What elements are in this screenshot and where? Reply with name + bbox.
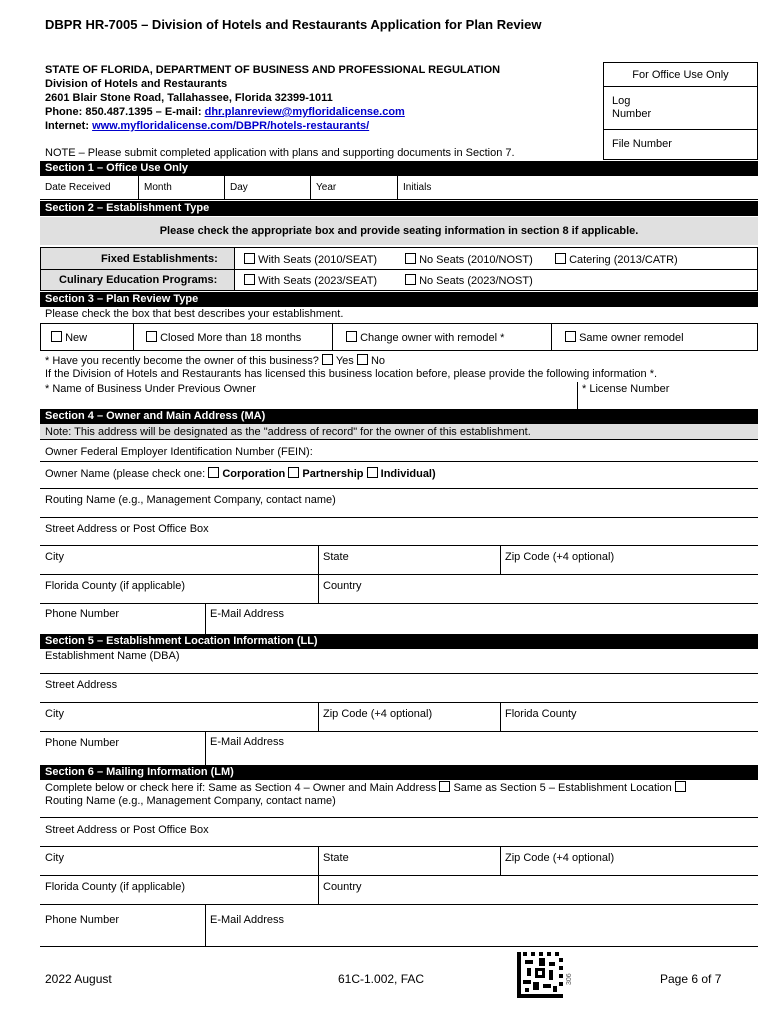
section3-instruction: Please check the box that best describes your establishment. bbox=[45, 308, 344, 320]
owner-county-field[interactable]: Florida County (if applicable) bbox=[45, 580, 186, 592]
section1-header: Section 1 – Office Use Only bbox=[40, 161, 758, 176]
review-change-owner-checkbox[interactable] bbox=[346, 331, 357, 342]
section2-header: Section 2 – Establishment Type bbox=[40, 201, 758, 216]
owner-routing-name-field[interactable]: Routing Name (e.g., Management Company, contact name) bbox=[45, 494, 336, 506]
establishment-type-table bbox=[40, 247, 758, 291]
year-field[interactable]: Year bbox=[316, 182, 337, 193]
owner-state-field[interactable]: State bbox=[323, 551, 349, 563]
establishment-name-field[interactable]: Establishment Name (DBA) bbox=[45, 650, 180, 662]
fixed-no-seats-checkbox[interactable] bbox=[405, 253, 416, 264]
review-change-owner-option[interactable]: Change owner with remodel * bbox=[346, 331, 504, 344]
initials-field[interactable]: Initials bbox=[403, 182, 432, 193]
agency-contact: Phone: 850.487.1395 – E-mail: dhr.planreview@myfloridalicense.com bbox=[45, 106, 405, 118]
review-new-option[interactable]: New bbox=[51, 331, 87, 344]
owner-phone-field[interactable]: Phone Number bbox=[45, 608, 119, 620]
review-closed-checkbox[interactable] bbox=[146, 331, 157, 342]
footer-date: 2022 August bbox=[45, 972, 112, 986]
location-county-field[interactable]: Florida County bbox=[505, 708, 577, 720]
agency-internet: Internet: www.myfloridalicense.com/DBPR/hotels-restaurants/ bbox=[45, 120, 370, 132]
mailing-street-field[interactable]: Street Address or Post Office Box bbox=[45, 824, 209, 836]
culinary-no-seats-option[interactable]: No Seats (2023/NOST) bbox=[405, 274, 533, 287]
individual-checkbox[interactable] bbox=[367, 467, 378, 478]
fixed-no-seats-option[interactable]: No Seats (2010/NOST) bbox=[405, 253, 533, 266]
mailing-phone-field[interactable]: Phone Number bbox=[45, 914, 119, 926]
footer-rule: 61C-1.002, FAC bbox=[338, 972, 425, 986]
agency-address: 2601 Blair Stone Road, Tallahassee, Florida 32399-1011 bbox=[45, 92, 333, 104]
section4-header: Section 4 – Owner and Main Address (MA) bbox=[40, 409, 758, 424]
datamatrix-code bbox=[517, 952, 563, 998]
owner-zip-field[interactable]: Zip Code (+4 optional) bbox=[505, 551, 615, 563]
mailing-routing-name-field[interactable]: Routing Name (e.g., Management Company, contact name) bbox=[45, 795, 336, 807]
section5-header: Section 5 – Establishment Location Information (LL) bbox=[40, 634, 758, 649]
email-link[interactable]: dhr.planreview@myfloridalicense.com bbox=[204, 106, 405, 118]
culinary-no-seats-checkbox[interactable] bbox=[405, 274, 416, 285]
location-phone-field[interactable]: Phone Number bbox=[45, 737, 119, 749]
culinary-programs-label: Culinary Education Programs: bbox=[59, 274, 218, 286]
section2-instruction: Please check the appropriate box and provide seating information in section 8 if applicable. bbox=[159, 225, 639, 237]
fixed-establishments-label: Fixed Establishments: bbox=[101, 253, 218, 265]
section1-row bbox=[40, 176, 758, 200]
culinary-with-seats-checkbox[interactable] bbox=[244, 274, 255, 285]
culinary-with-seats-option[interactable]: With Seats (2023/SEAT) bbox=[244, 274, 377, 287]
review-same-owner-option[interactable]: Same owner remodel bbox=[565, 331, 684, 344]
code-label: 306 bbox=[566, 973, 573, 985]
log-number-field[interactable]: Log Number bbox=[612, 95, 652, 120]
plan-review-type-table bbox=[40, 323, 758, 351]
office-use-box bbox=[603, 62, 758, 160]
same-as-section4-checkbox[interactable] bbox=[439, 781, 450, 792]
section6-instruction: Complete below or check here if: Same as Section 4 – Owner and Main Address Same as Section 5 – Establishment Location bbox=[45, 781, 686, 794]
mailing-state-field[interactable]: State bbox=[323, 852, 349, 864]
catering-option[interactable]: Catering (2013/CATR) bbox=[555, 253, 678, 266]
section6-header: Section 6 – Mailing Information (LM) bbox=[40, 765, 758, 780]
agency-name: STATE OF FLORIDA, DEPARTMENT OF BUSINESS AND PROFESSIONAL REGULATION bbox=[45, 64, 501, 76]
fein-field[interactable]: Owner Federal Employer Identification Number (FEIN): bbox=[45, 446, 313, 458]
previous-license-number-field[interactable]: * License Number bbox=[582, 383, 670, 395]
owner-city-field[interactable]: City bbox=[45, 551, 64, 563]
partnership-checkbox[interactable] bbox=[288, 467, 299, 478]
location-street-field[interactable]: Street Address bbox=[45, 679, 118, 691]
location-zip-field[interactable]: Zip Code (+4 optional) bbox=[323, 708, 433, 720]
mailing-zip-field[interactable]: Zip Code (+4 optional) bbox=[505, 852, 615, 864]
recent-owner-yes-checkbox[interactable] bbox=[322, 354, 333, 365]
review-same-owner-checkbox[interactable] bbox=[565, 331, 576, 342]
section3-header: Section 3 – Plan Review Type bbox=[40, 292, 758, 307]
division-name: Division of Hotels and Restaurants bbox=[45, 78, 228, 90]
recent-owner-question: * Have you recently become the owner of this business? Yes No bbox=[45, 355, 385, 367]
review-new-checkbox[interactable] bbox=[51, 331, 62, 342]
same-as-section5-checkbox[interactable] bbox=[675, 781, 686, 792]
mailing-city-field[interactable]: City bbox=[45, 852, 64, 864]
fixed-with-seats-option[interactable]: With Seats (2010/SEAT) bbox=[244, 253, 377, 266]
footer-page-number: Page 6 of 7 bbox=[660, 972, 722, 986]
submission-note: NOTE – Please submit completed application with plans and supporting documents in Section 7. bbox=[45, 147, 515, 159]
catering-checkbox[interactable] bbox=[555, 253, 566, 264]
section4-note: Note: This address will be designated as the "address of record" for the owner of this establishment. bbox=[45, 426, 531, 438]
fixed-with-seats-checkbox[interactable] bbox=[244, 253, 255, 264]
owner-name-field[interactable]: Owner Name (please check one: Corporation Partnership Individual) bbox=[45, 468, 436, 480]
mailing-email-field[interactable]: E-Mail Address bbox=[210, 914, 284, 926]
document-title: DBPR HR-7005 – Division of Hotels and Restaurants Application for Plan Review bbox=[45, 17, 542, 32]
recent-owner-no-checkbox[interactable] bbox=[357, 354, 368, 365]
owner-street-field[interactable]: Street Address or Post Office Box bbox=[45, 523, 209, 535]
month-field[interactable]: Month bbox=[144, 182, 172, 193]
corporation-checkbox[interactable] bbox=[208, 467, 219, 478]
location-city-field[interactable]: City bbox=[45, 708, 64, 720]
owner-country-field[interactable]: Country bbox=[323, 580, 362, 592]
date-received-label: Date Received bbox=[45, 182, 111, 193]
licensed-before-note: If the Division of Hotels and Restaurants has licensed this business location before, please provide the following information *. bbox=[45, 368, 658, 380]
mailing-county-field[interactable]: Florida County (if applicable) bbox=[45, 881, 186, 893]
owner-email-field[interactable]: E-Mail Address bbox=[210, 608, 284, 620]
mailing-country-field[interactable]: Country bbox=[323, 881, 362, 893]
review-closed-option[interactable]: Closed More than 18 months bbox=[146, 331, 301, 344]
section2-instruction-band bbox=[40, 217, 758, 245]
file-number-field[interactable]: File Number bbox=[612, 138, 672, 150]
day-field[interactable]: Day bbox=[230, 182, 248, 193]
location-email-field[interactable]: E-Mail Address bbox=[210, 736, 284, 748]
website-link[interactable]: www.myfloridalicense.com/DBPR/hotels-restaurants/ bbox=[92, 120, 370, 132]
office-use-title: For Office Use Only bbox=[604, 63, 757, 87]
previous-business-name-field[interactable]: * Name of Business Under Previous Owner bbox=[45, 383, 256, 395]
